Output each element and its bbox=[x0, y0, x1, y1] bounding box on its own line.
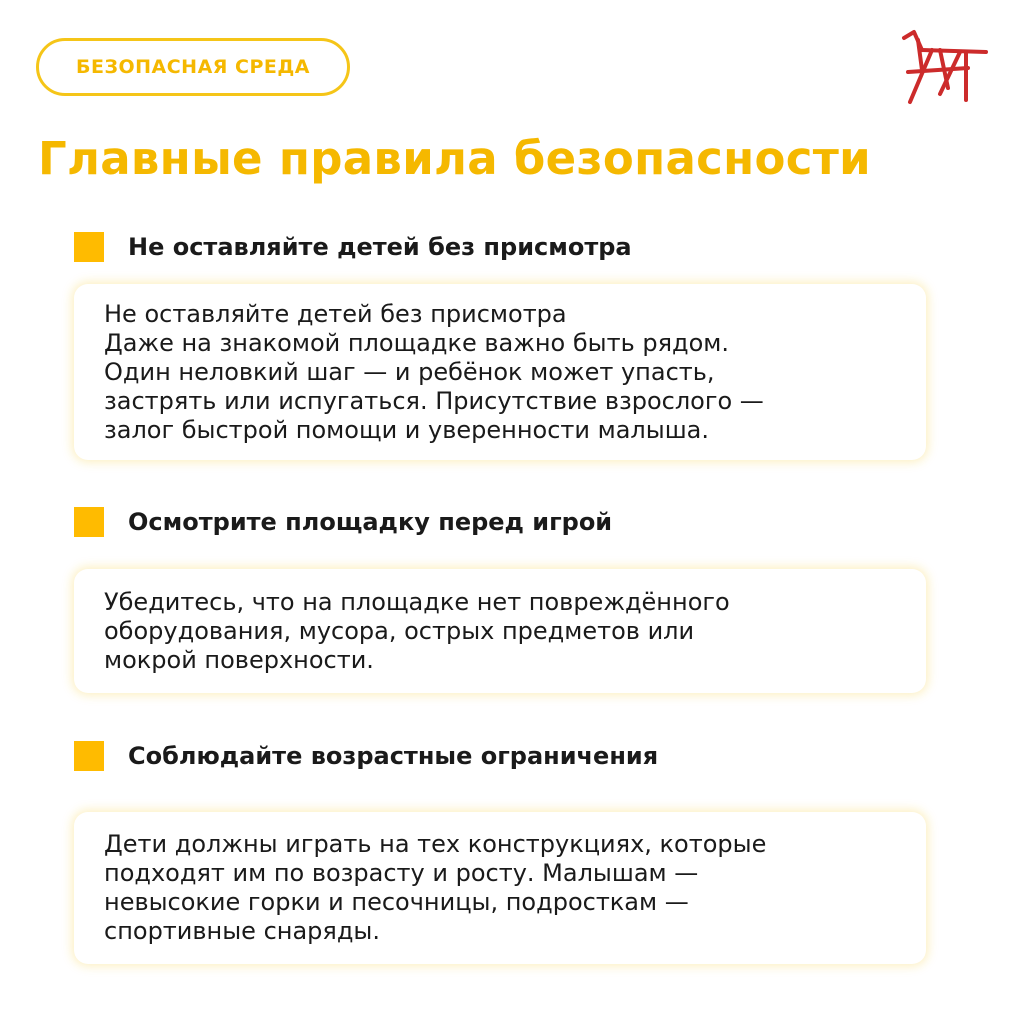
section-heading-text: Осмотрите площадку перед игрой bbox=[128, 508, 613, 536]
horse-chair-logo-icon bbox=[896, 28, 992, 108]
section-heading-text: Не оставляйте детей без присмотра bbox=[128, 233, 632, 261]
section-heading-age bbox=[74, 741, 658, 771]
section-card-inspect bbox=[74, 569, 926, 693]
section-card-age bbox=[74, 812, 926, 964]
page-title: Главные правила безопасности bbox=[38, 132, 871, 185]
bullet-square-icon bbox=[74, 507, 104, 537]
category-badge-label: БЕЗОПАСНАЯ СРЕДА bbox=[76, 56, 310, 78]
section-heading-text: Соблюдайте возрастные ограничения bbox=[128, 742, 659, 770]
category-badge bbox=[36, 38, 350, 96]
section-card-supervision bbox=[74, 284, 926, 460]
bullet-square-icon bbox=[74, 232, 104, 262]
section-card-text: Не оставляйте детей без присмотра Даже на знакомой площадке важно быть рядом. Один неловкий шаг — и ребёнок может упасть, застрять или испугаться. Присутствие взрослого — залог быстрой помощи и уверенности малыша. bbox=[104, 299, 764, 444]
section-card-text: Убедитесь, что на площадке нет повреждённого оборудования, мусора, острых предметов или мокрой поверхности. bbox=[104, 587, 730, 674]
section-heading-inspect bbox=[74, 507, 612, 537]
section-heading-supervision bbox=[74, 232, 632, 262]
bullet-square-icon bbox=[74, 741, 104, 771]
section-card-text: Дети должны играть на тех конструкциях, которые подходят им по возрасту и росту. Малышам — невысокие горки и песочницы, подросткам — спортивные снаряды. bbox=[104, 830, 767, 945]
